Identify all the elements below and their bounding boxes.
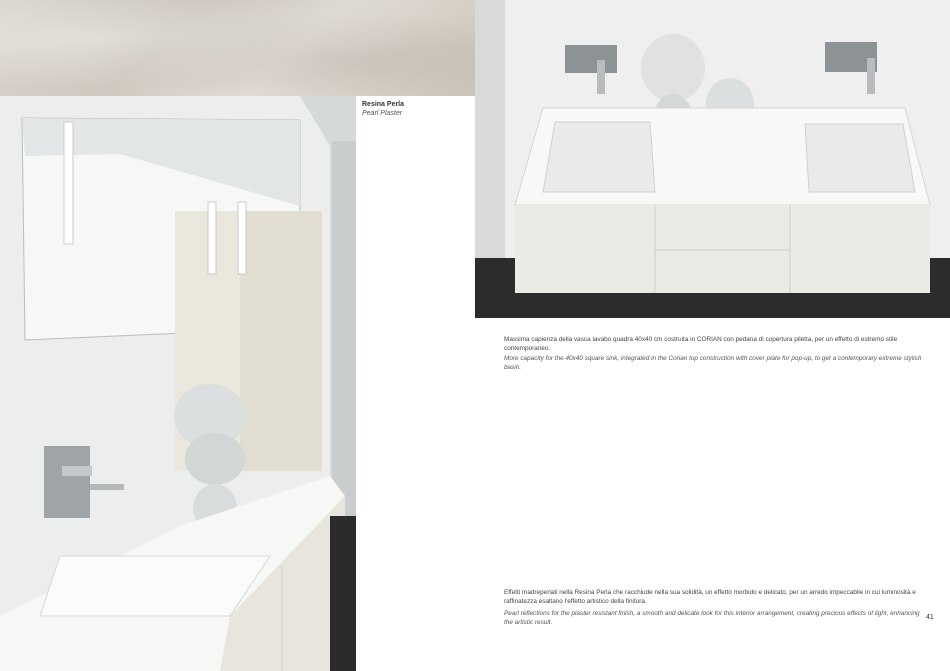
stone-texture-image — [0, 0, 475, 96]
caption-title: Resina Perla — [362, 101, 405, 108]
bathroom-photo-right-illustration — [475, 0, 950, 318]
bathroom-photo-left-illustration — [0, 96, 356, 671]
caption-subtitle: Pearl Plaster — [362, 110, 403, 117]
text-block-2-italian: Effetti madreperlati nella Resina Perla che racchiude nella sua solidità, un effetto morbido e delicato, per un arredo impeccabile in cui luminosità e raffinatezza esaltano l'effetto artistico della finitura. — [504, 589, 916, 605]
text-block-2-english: Pearl reflections for the plaster resistant finish, a smooth and delicate look for this interior arrangement, creating precious effects of light, enhancing the artistic result. — [504, 610, 920, 626]
text-block-1-italian: Massima capienza della vasca lavabo quadra 40x40 cm costruita in CORIAN con pedana di copertura piletta, per un effetto di estremo stile contemporaneo. — [504, 336, 898, 352]
text-block-1-english: More capacity for the 40x40 square sink, integrated in the Corian top construction with cover plate for pop-up, to get a contemporary extreme stylish basin. — [504, 355, 922, 371]
text-block-1 — [504, 336, 924, 372]
page-number: 41 — [926, 614, 934, 621]
bathroom-photo-left — [0, 96, 356, 671]
text-block-2 — [504, 589, 926, 627]
bathroom-photo-right — [475, 0, 950, 318]
